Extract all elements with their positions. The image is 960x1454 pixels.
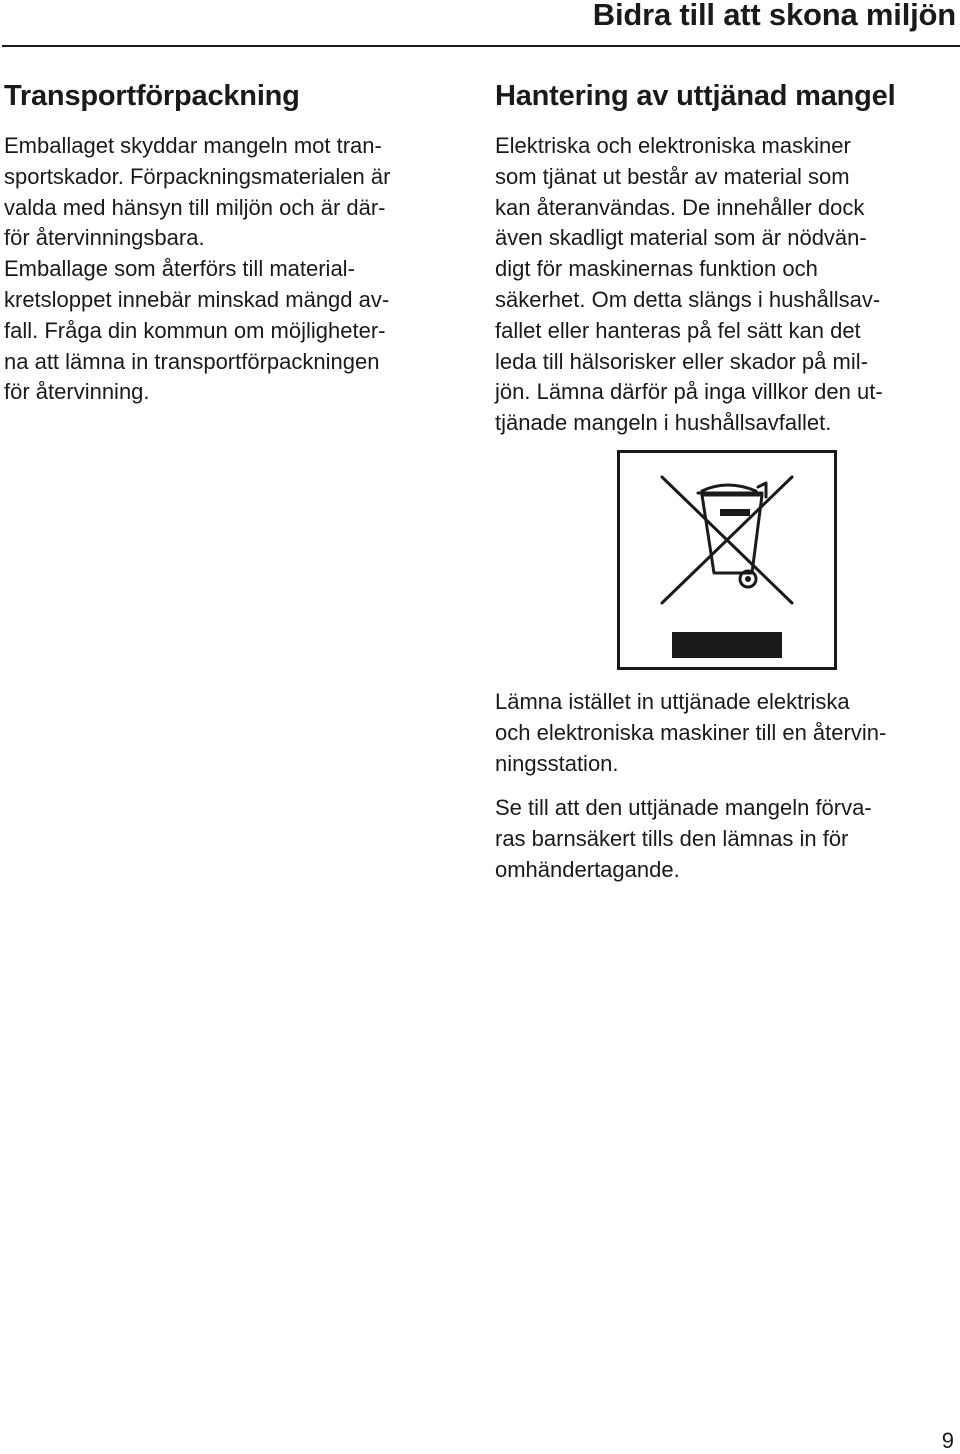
disposal-section <box>495 78 957 439</box>
transport-packaging-section <box>4 78 474 408</box>
page-number: 9 <box>941 1428 954 1453</box>
text-line: ras barnsäkert tills den lämnas in för <box>495 826 849 852</box>
text-line: Se till att den uttjänade mangeln förva- <box>495 795 872 821</box>
text-line: som tjänat ut består av material som <box>495 163 850 189</box>
text-line: för återvinningsbara. <box>4 225 205 251</box>
text-line: sportskador. Förpackningsmaterialen är <box>4 163 391 189</box>
transport-packaging-heading: Transportförpackning <box>4 80 300 112</box>
transport-packaging-text <box>4 131 474 408</box>
text-line: omhändertagande. <box>495 856 680 882</box>
text-line: och elektroniska maskiner till en återvin- <box>495 719 887 745</box>
text-line: jön. Lämna därför på inga villkor den ut- <box>495 379 883 405</box>
text-line: fall. Fråga din kommun om möjligheter- <box>4 317 386 343</box>
text-line: na att lämna in transportförpackningen <box>4 348 380 374</box>
disposal-instructions <box>495 687 957 886</box>
text-line: Lämna istället in uttjänade elektriska <box>495 689 850 714</box>
text-line: valda med hänsyn till miljön och är där- <box>4 194 386 220</box>
text-line: kan återanvändas. De innehåller dock <box>495 194 865 220</box>
text-line: kretsloppet innebär minskad mängd av- <box>4 286 390 312</box>
text-line: tjänade mangeln i hushållsavfallet. <box>495 410 832 436</box>
disposal-text <box>495 131 957 439</box>
text-line: Emballage som återförs till material- <box>4 256 355 282</box>
text-line: ningsstation. <box>495 750 619 776</box>
child-safety-text <box>495 793 957 885</box>
text-line: även skadligt material som är nödvän- <box>495 225 867 251</box>
header-divider <box>2 45 960 47</box>
text-line: digt för maskinernas funktion och <box>495 256 818 282</box>
page-header-title: Bidra till att skona miljön <box>592 0 956 32</box>
text-line: fallet eller hanteras på fel sätt kan det <box>495 317 861 343</box>
recycling-station-text <box>495 687 957 779</box>
disposal-heading: Hantering av uttjänad mangel <box>495 80 896 112</box>
text-line: säkerhet. Om detta slängs i hushållsav- <box>495 286 881 312</box>
text-line: Emballaget skyddar mangeln mot tran- <box>4 133 382 158</box>
text-line: Elektriska och elektroniska maskiner <box>495 133 851 158</box>
crossed-out-wheelie-bin-icon <box>617 450 837 670</box>
text-line: för återvinning. <box>4 379 150 405</box>
text-line: leda till hälsorisker eller skador på mil- <box>495 348 868 374</box>
